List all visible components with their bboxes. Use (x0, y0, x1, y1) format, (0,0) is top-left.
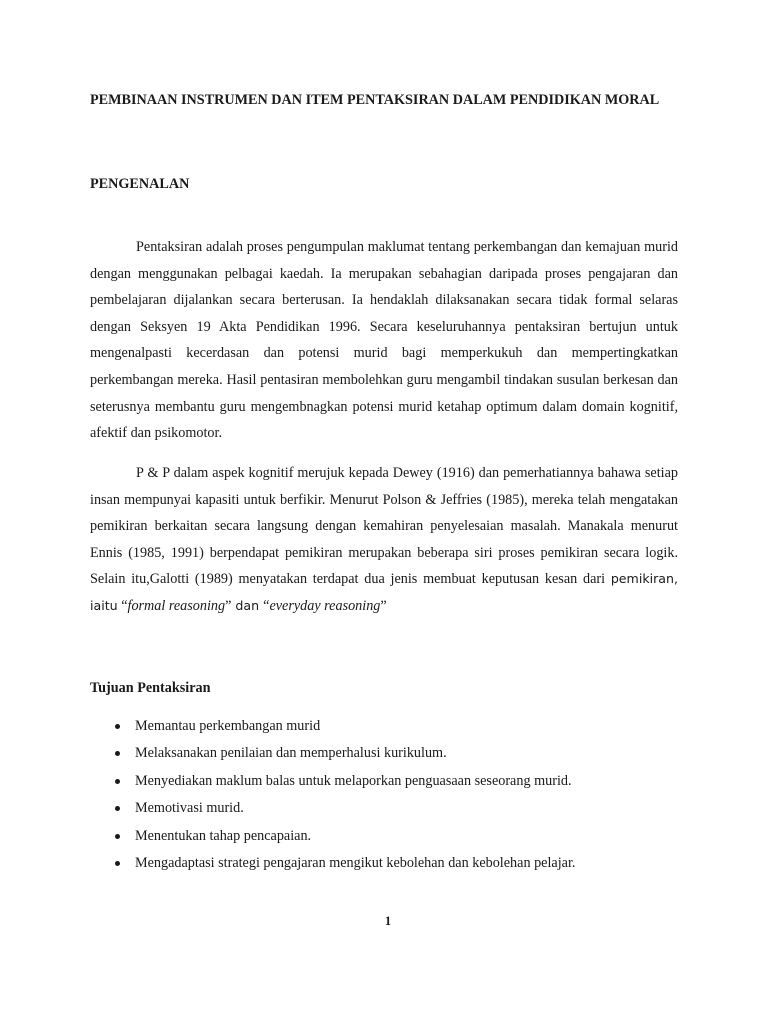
list-item-text: Melaksanakan penilaian dan memperhalusi kurikulum. (135, 745, 447, 762)
intro-paragraph: Pentaksiran adalah proses pengumpulan maklumat tentang perkembangan dan kemajuan murid dengan menggunakan pelbagai kaedah. Ia merupakan sebahagian daripada proses pengajaran dan pembelajaran dijalankan secara berterusan. Ia hendaklah dilaksanakan secara tidak formal selaras dengan Seksyen 19 Akta Pendidikan 1996. Secara keseluruhannya pentaksiran bertujun untuk mengenalpasti kecerdasan dan potensi murid bagi memperkukuh dan mempertingkatkan perkembangan mereka. Hasil pentasiran membolehkan guru mengambil tindakan susulan berkesan dan seterusnya membantu guru mengembnagkan potensi murid ketahap optimum dalam domain kognitif, afektif dan psikomotor. (90, 239, 678, 442)
bullet-icon (115, 751, 120, 756)
list-item (90, 740, 678, 767)
bullet-icon (115, 861, 120, 866)
list-item-text: Menentukan tahap pencapaian. (135, 827, 312, 844)
list-item-text: Memotivasi murid. (135, 800, 244, 817)
term-formal-reasoning: formal reasoning (127, 597, 226, 614)
list-item (90, 768, 678, 795)
connector-text: dan (231, 597, 264, 613)
term-everyday-reasoning: everyday reasoning (269, 597, 381, 614)
list-item-text: Memantau perkembangan murid (135, 718, 321, 734)
paragraph-text: P & P dalam aspek kognitif merujuk kepada Dewey (1916) dan pemerhatiannya bahawa setiap insan mempunyai kapasiti untuk berfikir. Menurut Polson & Jeffries (1985), mereka telah mengatakan pemikiran berkaitan secara langsung dengan kemahiran penyelesaian masalah. Manakala menurut Ennis (1985, 1991) berpendapat pemikiran merupakan beberapa siri proses pemikiran secara logik. Selain itu,Galotti (1989) menyatakan terdapat dua jenis membuat keputusan kesan dari (90, 465, 678, 588)
list-item (90, 850, 678, 877)
open-quote: “ (117, 597, 128, 614)
list-item (90, 795, 678, 822)
list-item (90, 823, 678, 850)
purpose-list (90, 713, 678, 877)
open-quote: “ (263, 597, 270, 614)
list-item (90, 713, 678, 740)
section-heading: PENGENALAN (90, 176, 190, 192)
page-number: 1 (384, 914, 392, 928)
purpose-heading: Tujuan Pentaksiran (90, 680, 211, 696)
cognitive-paragraph (90, 460, 678, 620)
close-quote: ” (225, 597, 232, 614)
list-item-text: Menyediakan maklum balas untuk melaporkan penguasaan seseorang murid. (135, 772, 572, 789)
close-quote: ” (380, 597, 387, 614)
bullet-icon (115, 779, 120, 784)
list-item-text: Mengadaptasi strategi pengajaran mengikut kebolehan dan kebolehan pelajar. (135, 855, 576, 872)
bullet-icon (115, 724, 120, 729)
document-title: PEMBINAAN INSTRUMEN DAN ITEM PENTAKSIRAN DALAM PENDIDIKAN MORAL (90, 92, 660, 108)
bullet-icon (115, 806, 120, 811)
bullet-icon (115, 834, 120, 839)
paragraph-text-sans: pemikiran, iaitu (90, 571, 678, 613)
